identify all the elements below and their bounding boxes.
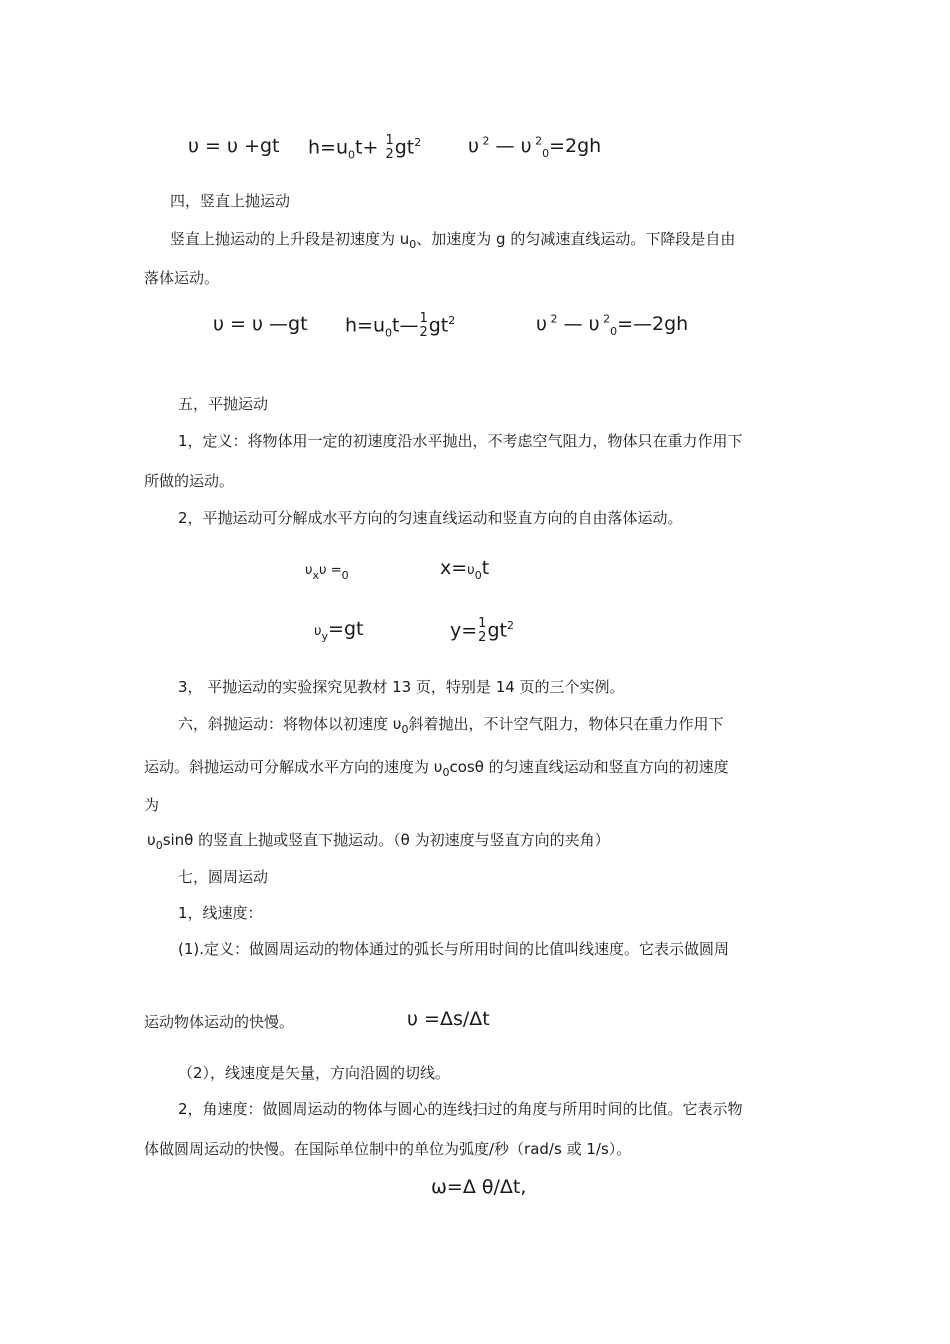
fraction — [419, 312, 427, 340]
formula-velocity-upward — [213, 312, 308, 336]
formula-text: y= — [450, 619, 478, 642]
formula-height-upward — [345, 312, 455, 340]
fraction-numerator: 1 — [419, 311, 428, 326]
section-7-linear-velocity-title: 1，线速度： — [178, 904, 263, 922]
formula-text: h=u — [345, 314, 386, 337]
section-5-experiment-note: 3， 平抛运动的实验探究见教材 13 页，特别是 14 页的三个实例。 — [178, 678, 625, 696]
subscript: x — [312, 568, 320, 582]
fraction — [478, 617, 486, 645]
subscript: 0 — [348, 148, 356, 162]
superscript: 2 — [531, 134, 543, 148]
formula-text: gt — [428, 314, 449, 337]
fraction-denominator: 2 — [419, 325, 428, 340]
subscript: 0 — [610, 324, 618, 338]
formula-vertical-displacement — [450, 617, 514, 645]
formula-text: gt — [394, 136, 415, 159]
formula-text: υ — [305, 563, 313, 578]
subscript: 0 — [401, 723, 409, 736]
formula-text: — υ — [557, 313, 600, 335]
paragraph-text: sinθ 的竖直上抛或竖直下抛运动。（θ 为初速度与竖直方向的夹角） — [162, 831, 610, 849]
formula-text: υ — [468, 135, 479, 157]
formula-text: =—2gh — [617, 313, 689, 335]
formula-vertical-velocity — [314, 617, 363, 644]
subscript: 0 — [474, 568, 482, 582]
section-5-definition-line-1: 1，定义：将物体用一定的初速度沿水平抛出，不考虑空气阻力，物体只在重力作用下 — [178, 432, 743, 450]
section-7-heading: 七，圆周运动 — [178, 868, 269, 886]
superscript: 2 — [414, 136, 422, 150]
formula-text: x= — [440, 557, 468, 579]
formula-text: t— — [392, 314, 419, 337]
superscript: 2 — [479, 134, 490, 148]
subscript: 0 — [155, 839, 163, 852]
formula-text: h=u — [308, 136, 349, 159]
subscript: y — [321, 629, 329, 643]
fraction — [385, 134, 393, 162]
formula-text: υ = υ —gt — [213, 313, 308, 335]
formula-velocity-squared — [468, 134, 601, 158]
section-4-heading: 四，竖直上抛运动 — [170, 192, 291, 210]
section-7-angular-velocity-line-1: 2，角速度：做圆周运动的物体与圆心的连线扫过的角度与所用时间的比值。它表示物 — [178, 1100, 743, 1118]
formula-text: =2gh — [549, 135, 602, 157]
formula-velocity-free-fall — [188, 134, 279, 158]
formula-horizontal-displacement — [440, 556, 489, 583]
section-5-heading: 五，平抛运动 — [178, 395, 269, 413]
section-6-line-2 — [144, 757, 729, 777]
paragraph-text: 、加速度为 g 的匀减速直线运动。下降段是自由 — [416, 230, 736, 248]
superscript: 2 — [599, 312, 611, 326]
formula-text: =gt — [328, 618, 364, 640]
section-6-line-1 — [178, 714, 723, 734]
superscript: 2 — [448, 314, 456, 328]
section-7-linear-velocity-vector-note: （2），线速度是矢量，方向沿圆的切线。 — [178, 1064, 451, 1082]
formula-velocity-squared-upward — [536, 312, 688, 336]
section-7-angular-velocity-line-2: 体做圆周运动的快慢。在国际单位制中的单位为弧度/秒（rad/s 或 1/s）。 — [144, 1140, 632, 1158]
paragraph-text: 六，斜抛运动：将物体以初速度 υ — [178, 715, 402, 733]
formula-text: υ — [536, 313, 547, 335]
formula-height-free-fall — [308, 134, 421, 162]
subscript: 0 — [442, 766, 450, 779]
subscript: 0 — [409, 238, 417, 251]
section-7-linear-velocity-definition-line-1: (1).定义：做圆周运动的物体通过的弧长与所用时间的比值叫线速度。它表示做圆周 — [178, 940, 730, 958]
formula-text: gt — [487, 619, 507, 642]
section-4-paragraph-line-2: 落体运动。 — [144, 269, 220, 287]
section-6-line-3: 为 — [144, 796, 160, 814]
paragraph-text: υ — [147, 831, 156, 849]
paragraph-text: 竖直上抛运动的上升段是初速度为 u — [170, 230, 410, 248]
fraction-denominator: 2 — [478, 630, 487, 645]
fraction-numerator: 1 — [385, 133, 394, 148]
formula-text: — υ — [489, 135, 532, 157]
subscript: 0 — [341, 568, 349, 582]
formula-angular-velocity: ω=Δ θ/Δt, — [431, 1176, 527, 1198]
subscript: 0 — [385, 326, 393, 340]
formula-text: t — [481, 557, 490, 579]
superscript: 2 — [547, 312, 558, 326]
section-4-paragraph-line-1 — [170, 229, 735, 249]
fraction-numerator: 1 — [478, 616, 487, 631]
formula-text: υ = υ +gt — [188, 135, 280, 157]
fraction-denominator: 2 — [385, 147, 394, 162]
section-5-decomposition: 2，平抛运动可分解成水平方向的匀速直线运动和竖直方向的自由落体运动。 — [178, 509, 683, 527]
formula-text: t+ — [355, 136, 385, 159]
formula-linear-velocity: υ =Δs/Δt — [407, 1008, 490, 1030]
section-5-definition-line-2: 所做的运动。 — [144, 472, 235, 490]
paragraph-text: 斜着抛出，不计空气阻力，物体只在重力作用下 — [408, 715, 724, 733]
section-7-linear-velocity-definition-line-2: 运动物体运动的快慢。 — [144, 1013, 295, 1031]
superscript: 2 — [506, 619, 514, 633]
paragraph-text: cosθ 的匀速直线运动和竖直方向的初速度 — [449, 758, 729, 776]
formula-horizontal-velocity — [305, 556, 349, 583]
formula-text: υ = — [319, 563, 342, 578]
formula-text: υ — [314, 624, 322, 639]
paragraph-text: 运动。斜抛运动可分解成水平方向的速度为 υ — [144, 758, 443, 776]
formula-text: υ — [467, 563, 475, 578]
subscript: 0 — [542, 146, 550, 160]
section-6-line-4 — [147, 830, 610, 850]
